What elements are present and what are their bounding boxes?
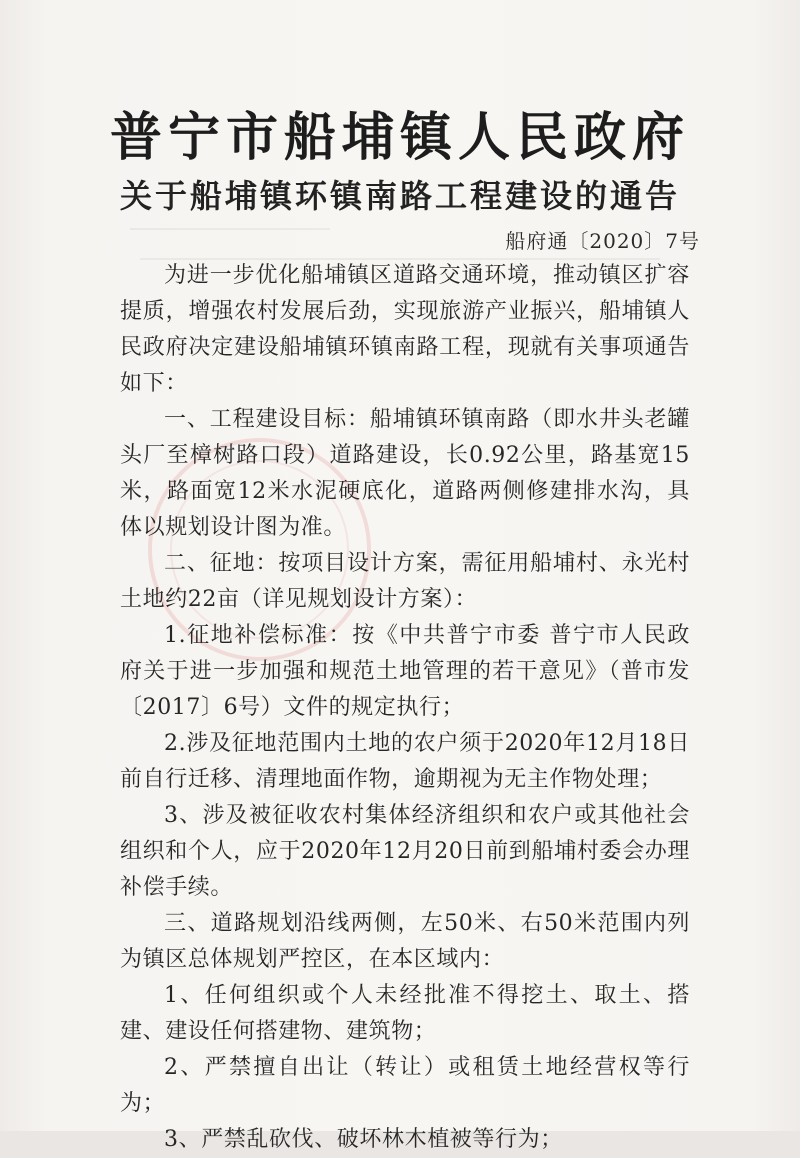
body-paragraph-intro: 为进一步优化船埔镇区道路交通环境，推动镇区扩容提质，增强农村发展后劲，实现旅游产业振兴，船埔镇人民政府决定建设船埔镇环镇南路工程，现就有关事项通告如下： <box>120 263 690 396</box>
body-paragraph-item-3-2: 2、严禁擅自出让（转让）或租赁土地经营权等行为； <box>120 1055 690 1116</box>
bleed-through-line <box>130 228 330 230</box>
document-body <box>120 258 690 1158</box>
body-paragraph-item-2-3: 3、涉及被征收农村集体经济组织和农户或其他社会组织和个人，应于2020年12月20日前到船埔村委会办理补偿手续。 <box>120 803 690 900</box>
body-paragraph-item-2-2: 2.涉及征地范围内土地的农户须于2020年12月18日前自行迁移、清理地面作物，逾期视为无主作物处理； <box>120 731 690 792</box>
document-title: 普宁市船埔镇人民政府 <box>109 107 690 168</box>
body-paragraph-item-3-3: 3、严禁乱砍伐、破坏林木植被等行为； <box>164 1127 563 1152</box>
body-paragraph-section-1: 一、工程建设目标：船埔镇环镇南路（即水井头老罐头厂至樟树路口段）道路建设，长0.92公里，路基宽15米，路面宽12米水泥硬底化，道路两侧修建排水沟，具体以规划设计图为准。 <box>120 407 690 540</box>
document-number: 船府通〔2020〕7号 <box>505 229 700 253</box>
body-paragraph-section-3: 三、道路规划沿线两侧，左50米、右50米范围内列为镇区总体规划严控区，在本区域内： <box>120 911 690 972</box>
document-subtitle: 关于船埔镇环镇南路工程建设的通告 <box>119 177 680 215</box>
body-paragraph-item-3-1: 1、任何组织或个人未经批准不得挖土、取土、搭建、建设任何搭建物、建筑物； <box>120 983 690 1044</box>
body-paragraph-item-2-1: 1.征地补偿标准：按《中共普宁市委 普宁市人民政府关于进一步加强和规范土地管理的若干意见》（普市发〔2017〕6号）文件的规定执行； <box>120 623 690 720</box>
body-paragraph-section-2: 二、征地：按项目设计方案，需征用船埔村、永光村土地约22亩（详见规划设计方案）： <box>120 551 690 612</box>
